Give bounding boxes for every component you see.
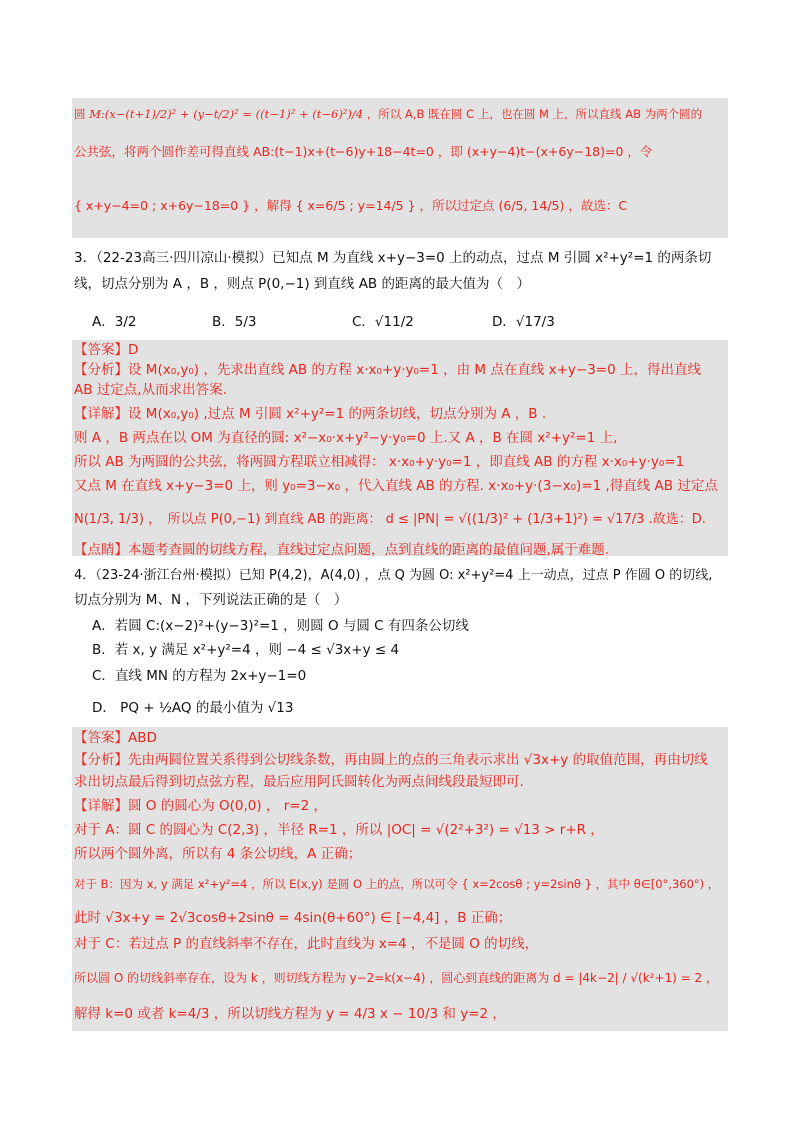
q3-option-b: B．5/3 <box>212 314 257 330</box>
prev-solution-line-2: 公共弦，将两个圆作差可得直线 AB:(t−1)x+(t−6)y+18−4t=0 ，即 (x+y−4)t−(x+6y−18)=0 ，令 <box>74 144 653 159</box>
q3-option-a: A．3/2 <box>92 314 137 330</box>
q3-option-c: C．√11/2 <box>352 314 414 330</box>
q4-detail-line-5: 此时 √3x+y = 2√3cosθ+2sinθ = 4sin(θ+60°) ∈ [−4,4] ，B 正确； <box>74 910 512 926</box>
q4-detail-line-1: 【详解】圆 O 的圆心为 O(0,0) ， r=2 ， <box>74 798 327 814</box>
q3-detail-line-3: 所以 AB 为两圆的公共弦，将两圆方程联立相减得： x·x₀+y·y₀=1 ，即直线 AB 的方程 x·x₀+y·y₀=1 <box>74 454 685 470</box>
prev-solution-line-3: { x+y−4=0 ; x+6y−18=0 } ，解得 { x=6/5 ; y=14/5 } ，所以过定点 (6/5, 14/5) ，故选：C <box>74 198 628 213</box>
q3-option-d: D．√17/3 <box>492 314 555 330</box>
q3-detail-line-1: 【详解】设 M(x₀,y₀) ,过点 M 引圆 x²+y²=1 的两条切线，切点分别为 A ，B . <box>74 406 547 422</box>
q4-detail-line-6: 对于 C：若过点 P 的直线斜率不存在，此时直线为 x=4 ，不是圆 O 的切线， <box>74 936 539 952</box>
q3-answer: 【答案】D <box>74 342 139 358</box>
q4-option-d: D． PQ + ½AQ 的最小值为 √13 <box>92 700 294 716</box>
q4-answer: 【答案】ABD <box>74 730 157 746</box>
q4-detail-line-3: 所以两个圆外离，所以有 4 条公切线，A 正确； <box>74 846 362 862</box>
q3-stem-line-1: 3．（22-23高三·四川凉山·模拟）已知点 M 为直线 x+y−3=0 上的动点，过点 M 引圆 x²+y²=1 的两条切 <box>74 250 712 266</box>
q4-analysis-line-2: 求出切点最后得到切点弦方程，最后应用阿氏圆转化为两点间线段最短即可. <box>74 774 524 790</box>
q3-analysis-line-1: 【分析】设 M(x₀,y₀) ，先求出直线 AB 的方程 x·x₀+y·y₀=1 ，由 M 点在直线 x+y−3=0 上，得出直线 <box>74 362 701 378</box>
prev-solution-line-1: 圆 M:(x−(t+1)/2)² + (y−t/2)² = ((t−1)² + (t−6)²)/4 ，所以 A,B 既在圆 C 上，也在圆 M 上，所以直线 AB 为两个圆的 <box>74 107 703 121</box>
q4-detail-line-2: 对于 A：圆 C 的圆心为 C(2,3) ，半径 R=1 ，所以 |OC| = √(2²+3²) = √13 > r+R ， <box>74 822 604 838</box>
q4-detail-line-4: 对于 B：因为 x, y 满足 x²+y²=4 ，所以 E(x,y) 是圆 O 上的点，所以可令 { x=2cosθ ; y=2sinθ } ，其中 θ∈[0°,360°) ， <box>74 877 720 891</box>
q3-detail-line-4: 又点 M 在直线 x+y−3=0 上，则 y₀=3−x₀ ，代入直线 AB 的方程. x·x₀+y·(3−x₀)=1 ,得直线 AB 过定点 <box>74 478 718 494</box>
q3-stem-line-2: 线，切点分别为 A ，B ，则点 P(0,−1) 到直线 AB 的距离的最大值为（ ） <box>74 276 530 292</box>
q4-stem-line-1: 4．（23-24·浙江台州·模拟）已知 P(4,2)，A(4,0) ，点 Q 为圆 O: x²+y²=4 上一动点，过点 P 作圆 O 的切线, <box>74 568 713 583</box>
q4-option-b: B．若 x, y 满足 x²+y²=4 ，则 −4 ≤ √3x+y ≤ 4 <box>92 642 400 658</box>
q4-option-c: C．直线 MN 的方程为 2x+y−1=0 <box>92 668 307 684</box>
q3-detail-line-5: N(1/3, 1/3) ， 所以点 P(0,−1) 到直线 AB 的距离： d ≤ |PN| = √((1/3)² + (1/3+1)²) = √17/3 .故选：D. <box>74 512 706 527</box>
q4-analysis-line-1: 【分析】先由两圆位置关系得到公切线条数，再由圆上的点的三角表示求出 √3x+y 的取值范围，再由切线 <box>74 752 708 768</box>
q4-stem-line-2: 切点分别为 M、N ，下列说法正确的是（ ） <box>74 592 348 608</box>
q4-option-a: A．若圆 C:(x−2)²+(y−3)²=1 ，则圆 O 与圆 C 有四条公切线 <box>92 618 469 634</box>
q3-analysis-line-2: AB 过定点,从而求出答案. <box>74 382 227 398</box>
q3-detail-line-2: 则 A ，B 两点在以 OM 为直径的圆: x²−x₀·x+y²−y·y₀=0 上.又 A ，B 在圆 x²+y²=1 上, <box>74 430 618 446</box>
q4-detail-line-7: 所以圆 O 的切线斜率存在，设为 k ，则切线方程为 y−2=k(x−4) ，圆心到直线的距离为 d = |4k−2| / √(k²+1) = 2 ， <box>74 971 718 985</box>
q4-detail-line-8: 解得 k=0 或者 k=4/3 ，所以切线方程为 y = 4/3 x − 10/3 和 y=2 ， <box>74 1006 506 1022</box>
q3-comment: 【点睛】本题考查圆的切线方程，直线过定点问题，点到直线的距离的最值问题,属于难题. <box>74 542 610 558</box>
